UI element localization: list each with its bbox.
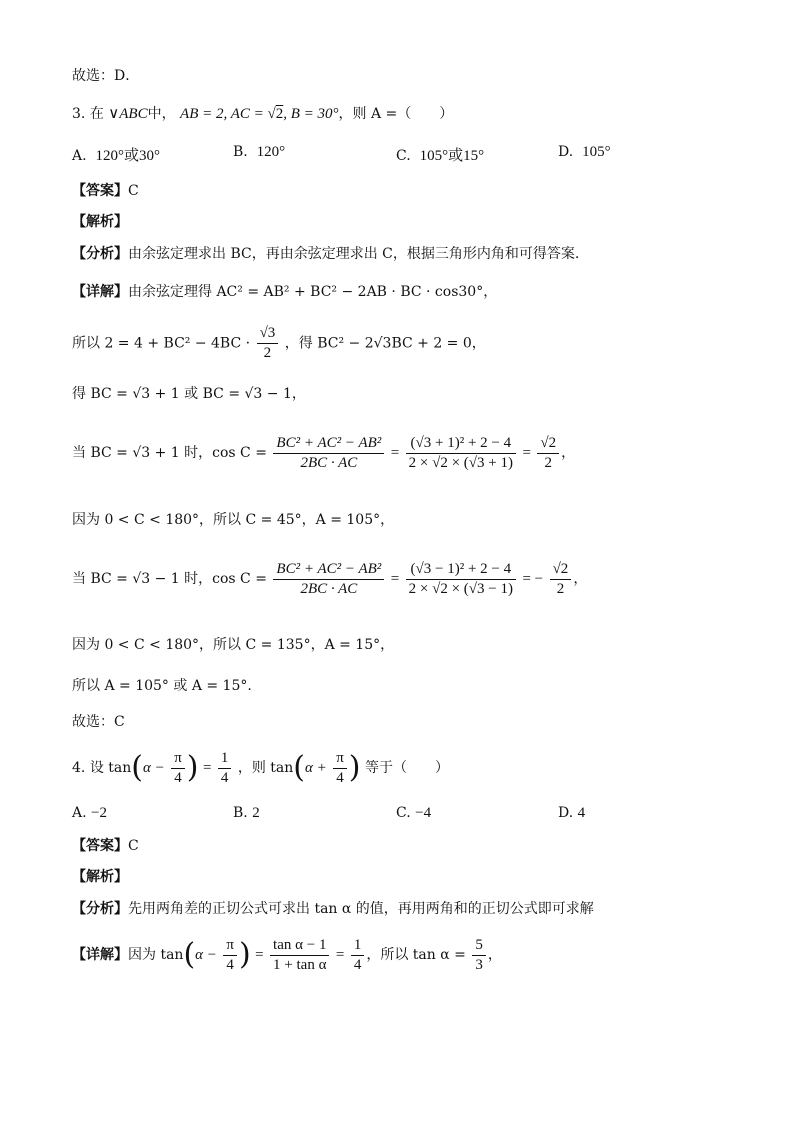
q4-fenxi-line xyxy=(72,899,594,919)
q4-answer-line xyxy=(72,836,139,856)
analysis-tag: 【解析】 xyxy=(72,869,128,885)
case1-fraction-1 xyxy=(273,434,384,473)
option-text: 105°或15° xyxy=(419,148,485,164)
fraction-numerator: BC² + AC² − AB² xyxy=(273,434,384,454)
fraction-numerator: 5 xyxy=(472,936,486,956)
step1-lhs: 所以 2 = 4 + BC² − 4BC · xyxy=(72,335,251,352)
q3-answer: C xyxy=(128,183,139,199)
equals-sign: = − xyxy=(522,571,544,587)
right-paren-icon: ) xyxy=(186,750,199,785)
option-letter: C. xyxy=(396,148,411,164)
q4-fenxi-text: 先用两角差的正切公式可求出 tan α 的值，再用两角和的正切公式即可求解 xyxy=(128,901,594,917)
fraction-numerator: BC² + AC² − AB² xyxy=(273,560,384,580)
answer-tag: 【答案】 xyxy=(72,838,128,854)
option-text: 105° xyxy=(582,144,611,160)
right-paren-icon: ) xyxy=(348,750,361,785)
q4-mid: ，则 tan xyxy=(237,760,294,776)
equals-sign: = xyxy=(390,445,400,461)
option-letter: A. xyxy=(72,148,87,164)
q3-case1-result: 因为 0 < C < 180°，所以 C = 45°，A = 105°， xyxy=(72,512,395,528)
q3-conditions-2: , B = 30° xyxy=(283,106,339,122)
fenxi-tag: 【分析】 xyxy=(72,901,128,917)
q3-option-c xyxy=(396,144,484,165)
q4-xj-inner: α − xyxy=(195,947,217,963)
right-paren-icon: ) xyxy=(238,937,251,972)
fraction-numerator: (√3 − 1)² + 2 − 4 xyxy=(406,560,516,580)
q3-intro: 在 xyxy=(89,106,104,122)
fraction-denominator: 2 xyxy=(263,345,272,361)
q3-sqrt2: 2 xyxy=(275,106,284,122)
fraction-denominator: 4 xyxy=(226,956,234,973)
q3-conclusion: 所以 A = 105° 或 A = 15°. xyxy=(72,678,252,694)
q4-question xyxy=(72,748,449,788)
fraction-numerator: √2 xyxy=(550,560,572,580)
option-letter: A. xyxy=(72,805,87,821)
q4-option-d xyxy=(558,805,585,822)
q4-lhs-inner: α − xyxy=(143,760,165,776)
fenxi-tag: 【分析】 xyxy=(72,246,128,262)
q4-intro: 设 tan xyxy=(89,760,132,776)
q4-value-fraction xyxy=(218,749,232,788)
q4-rhs-inner: α + xyxy=(305,760,327,776)
q4-option-c xyxy=(396,805,431,822)
fraction-denominator: 2 × √2 × (√3 + 1) xyxy=(408,454,513,471)
case1-lhs: 当 BC = √3 + 1 时，cos C = xyxy=(72,445,267,461)
q4-analysis-tag xyxy=(72,867,128,887)
q3-final: 故选：C xyxy=(72,714,125,730)
q4-pi-fraction-2 xyxy=(333,749,347,788)
fraction-denominator: 4 xyxy=(220,769,229,786)
left-paren-icon: ( xyxy=(131,750,143,785)
option-letter: D. xyxy=(558,144,574,160)
case1-end: ， xyxy=(561,445,576,461)
analysis-tag: 【解析】 xyxy=(72,214,128,230)
fraction-denominator: 2BC · AC xyxy=(300,580,358,597)
fraction-denominator: 2BC · AC xyxy=(300,454,358,471)
q3-question xyxy=(72,104,453,124)
fraction-numerator: π xyxy=(171,749,185,769)
case1-fraction-3 xyxy=(537,434,559,473)
fraction-denominator: 4 xyxy=(353,956,362,973)
fraction-denominator: 1 + tan α xyxy=(273,956,327,973)
q4-xj-pi-fraction xyxy=(223,936,237,975)
answer-tag: 【答案】 xyxy=(72,183,128,199)
q3-mid: 中， xyxy=(147,106,176,122)
q2-conclusion: 故选：D． xyxy=(72,68,140,84)
fraction-numerator: π xyxy=(333,749,347,769)
fraction-numerator: 1 xyxy=(218,749,232,769)
option-text: 2 xyxy=(252,805,260,821)
option-letter: D. xyxy=(558,805,574,821)
equals-sign: = xyxy=(390,571,400,587)
q4-option-a xyxy=(72,805,107,822)
q4-number: 4 xyxy=(72,760,81,776)
step1-fraction xyxy=(257,324,279,363)
q3-xiangjie-text: 由余弦定理得 AC² = AB² + BC² − 2AB · BC · cos30°， xyxy=(128,284,498,300)
q4-pi-fraction xyxy=(171,749,185,788)
option-text: 120° xyxy=(256,144,286,160)
option-text: 120°或30° xyxy=(95,148,160,164)
fraction-numerator: √3 xyxy=(257,324,279,344)
option-letter: B. xyxy=(233,144,248,160)
equals-sign: = xyxy=(522,445,531,461)
q3-fenxi-text: 由余弦定理求出 BC，再由余弦定理求出 C，根据三角形内角和可得答案. xyxy=(128,246,580,262)
fraction-numerator: π xyxy=(223,936,237,956)
step1-rhs: ，得 BC² − 2√3BC + 2 = 0， xyxy=(284,335,486,352)
q3-case2 xyxy=(72,556,587,602)
q4-answer: C xyxy=(128,838,139,854)
option-text: −2 xyxy=(91,805,107,821)
q3-answer-line xyxy=(72,181,139,201)
option-text: −4 xyxy=(415,805,432,821)
q4-dot: . xyxy=(80,760,86,776)
fraction-numerator: (√3 + 1)² + 2 − 4 xyxy=(406,434,516,454)
fraction-denominator: 3 xyxy=(475,956,483,973)
equals-sign: = xyxy=(202,760,212,776)
fraction-numerator: 1 xyxy=(351,936,365,956)
fraction-numerator: √2 xyxy=(537,434,559,454)
xiangjie-tag: 【详解】 xyxy=(72,947,128,963)
q3-fenxi-line xyxy=(72,244,579,264)
case2-fraction-2 xyxy=(406,560,516,599)
q3-case1 xyxy=(72,430,575,476)
option-text: 4 xyxy=(577,805,586,821)
equals-sign: = xyxy=(255,947,264,963)
q4-xj-value-fraction xyxy=(351,936,365,975)
q4-xj-lhs: 因为 tan xyxy=(128,947,184,963)
xiangjie-tag: 【详解】 xyxy=(72,284,128,300)
q4-option-b xyxy=(233,805,260,822)
q3-option-a xyxy=(72,144,160,165)
q3-step1 xyxy=(72,324,486,363)
case2-fraction-3 xyxy=(550,560,572,599)
q3-option-b xyxy=(233,144,285,161)
q3-xiangjie-line xyxy=(72,282,497,302)
q4-xj-mid: ，所以 tan α = xyxy=(366,947,466,963)
q4-xj-result-fraction xyxy=(472,936,486,975)
fraction-denominator: 2 × √2 × (√3 − 1) xyxy=(408,580,513,597)
q4-xj-tan-fraction xyxy=(270,936,329,975)
q3-ask: ，则 A =（ ） xyxy=(338,106,454,122)
q3-conditions-1: AB = 2, AC = xyxy=(180,106,268,122)
fraction-denominator: 2 xyxy=(556,580,565,597)
left-paren-icon: ( xyxy=(183,937,196,972)
q3-analysis-tag xyxy=(72,212,128,232)
case2-end: ， xyxy=(573,571,588,587)
fraction-numerator: tan α − 1 xyxy=(270,936,329,956)
equals-sign: = xyxy=(335,947,345,963)
q4-ask: 等于（ ） xyxy=(364,760,449,776)
fraction-denominator: 4 xyxy=(174,769,182,786)
case2-fraction-1 xyxy=(273,560,384,599)
left-paren-icon: ( xyxy=(293,750,305,785)
q3-number: 3. xyxy=(72,106,86,122)
fraction-denominator: 4 xyxy=(336,769,344,786)
option-letter: C. xyxy=(396,805,411,821)
sqrt-icon: √ xyxy=(267,106,276,122)
case2-lhs: 当 BC = √3 − 1 时，cos C = xyxy=(72,571,267,587)
q3-step2: 得 BC = √3 + 1 或 BC = √3 − 1， xyxy=(72,386,306,402)
q3-triangle: ∨ABC xyxy=(108,106,148,122)
q4-xj-end: ， xyxy=(487,947,502,963)
fraction-denominator: 2 xyxy=(544,454,552,471)
q3-option-d xyxy=(558,144,611,161)
q4-xiangjie-line xyxy=(72,934,502,976)
q3-case2-result: 因为 0 < C < 180°，所以 C = 135°，A = 15°， xyxy=(72,637,395,653)
case1-fraction-2 xyxy=(406,434,516,473)
option-letter: B. xyxy=(233,805,248,821)
